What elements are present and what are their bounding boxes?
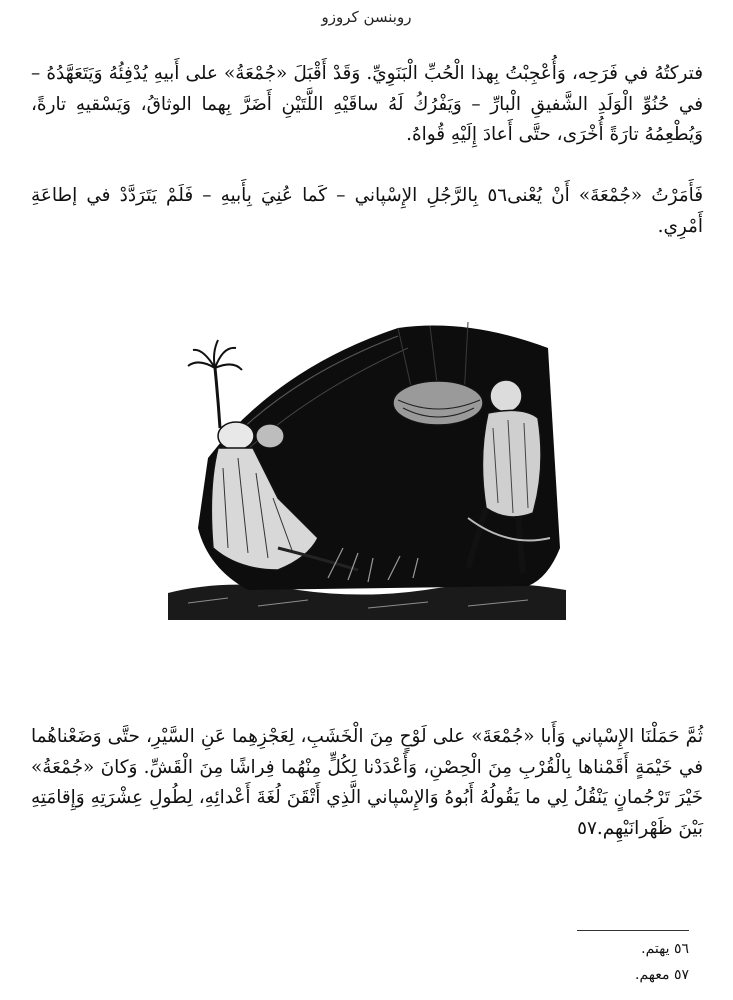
paragraph-3: ثُمَّ حَمَلْنَا الإِسْپاني وَأَبا «جُمْعَةَ» على لَوْحٍ مِنَ الْخَشَبِ، لِعَجْزِهِما عَنِ السَّيْرِ، حتَّى وَضَعْناهُما في خَيْمَةٍ أَقَمْناها بِالْقُرْبِ مِنَ الْحِصْنِ، وَأَعْدَدْنا لِكُلٍّ مِنْهُما فِراشًا مِنَ الْقَشِّ. وَكانَ «جُمْعَةُ» خَيْرَ تَرْجُمانٍ يَنْقُلُ لِي ما يَقُولُهُ أَبُوهُ وَالإِسْپاني الَّذِي أَتْقَنَ لُغَةَ أَعْدائِهِ، لِطُولِ عِشْرَتِهِ وَإِقامَتِهِ بَيْنَ ظَهْرانَيْهِم.٥٧ <box>31 726 703 839</box>
footnote-57: ٥٧ معهم. <box>635 967 689 983</box>
engraving-illustration <box>168 308 566 620</box>
footnote-56: ٥٦ يهتم. <box>641 941 689 957</box>
paragraph-2: فَأَمَرْتُ «جُمْعَةَ» أَنْ يُعْنى٥٦ بِالرَّجُلِ الإِسْپاني – كَما عُنِيَ بِأَبيهِ – فَلَمْ يَتَرَدَّدْ في إطاعَةِ أَمْرِي. <box>31 185 704 237</box>
page-header: روبنسن كروزو <box>321 8 412 26</box>
footnote-divider <box>577 930 689 931</box>
paragraph-1: فتركتُهُ في فَرَحِه، وَأُعْجِبْتُ بِهذا الْحُبِّ الْبَنَوِيِّ. وَقَدْ أَقْبَلَ «جُمْعَةُ» على أَبيهِ يُدْفِئُهُ وَيَتَعَهَّدُهُ – في حُنُوِّ الْوَلَدِ الشَّفيقِ الْبارِّ – وَيَفْرُكُ لَهُ ساقَيْهِ اللَّتَيْنِ أَضَرَّ بِهما الوثاقُ، وَيَسْقيهِ تارةً، وَيُطْعِمُهُ تارَةً أُخْرَى، حتَّى أَعادَ إِلَيْهِ قُواهُ. <box>31 63 703 145</box>
